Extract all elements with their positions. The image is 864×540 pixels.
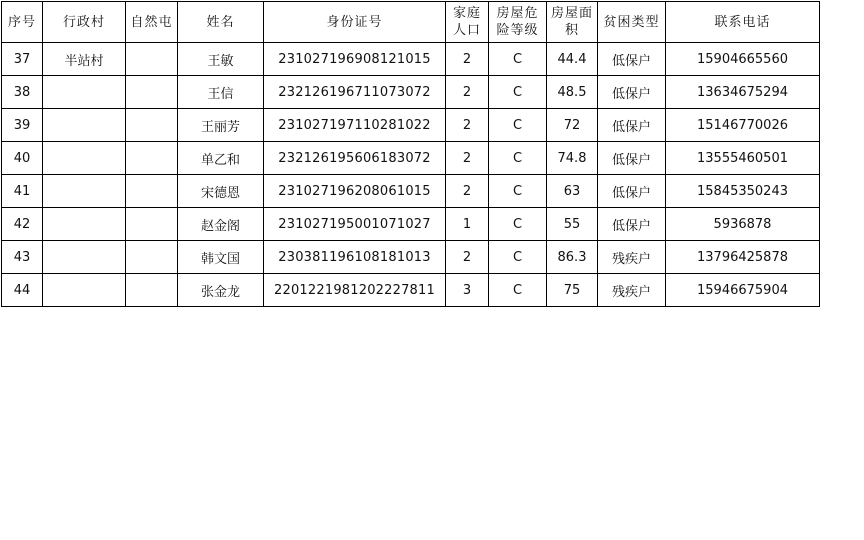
- header-poverty-type[interactable]: 贫困类型: [598, 2, 666, 43]
- cell-name[interactable]: 张金龙: [178, 274, 264, 307]
- cell-housing-area[interactable]: 75: [547, 274, 598, 307]
- cell-housing-area[interactable]: 63: [547, 175, 598, 208]
- cell-admin-village[interactable]: [43, 109, 126, 142]
- poverty-household-table: [1, 1, 820, 307]
- spreadsheet-area: [1, 1, 820, 307]
- cell-housing-risk[interactable]: C: [489, 76, 547, 109]
- cell-seq[interactable]: 40: [2, 142, 43, 175]
- cell-housing-risk[interactable]: C: [489, 43, 547, 76]
- table-row: [2, 175, 820, 208]
- cell-name[interactable]: 韩文国: [178, 241, 264, 274]
- cell-admin-village[interactable]: [43, 175, 126, 208]
- table-body: [2, 43, 820, 307]
- cell-id-number[interactable]: 231027196208061015: [264, 175, 446, 208]
- table-row: [2, 274, 820, 307]
- cell-natural-village[interactable]: [126, 274, 178, 307]
- cell-household-size[interactable]: 2: [446, 241, 489, 274]
- cell-household-size[interactable]: 2: [446, 76, 489, 109]
- cell-natural-village[interactable]: [126, 241, 178, 274]
- header-admin-village[interactable]: 行政村: [43, 2, 126, 43]
- table-row: [2, 142, 820, 175]
- header-seq[interactable]: 序号: [2, 2, 43, 43]
- cell-household-size[interactable]: 2: [446, 175, 489, 208]
- table-row: [2, 76, 820, 109]
- cell-seq[interactable]: 42: [2, 208, 43, 241]
- cell-phone[interactable]: 5936878: [666, 208, 820, 241]
- cell-housing-area[interactable]: 48.5: [547, 76, 598, 109]
- cell-housing-risk[interactable]: C: [489, 109, 547, 142]
- header-row: [2, 2, 820, 43]
- cell-natural-village[interactable]: [126, 208, 178, 241]
- table-row: [2, 241, 820, 274]
- cell-name[interactable]: 单乙和: [178, 142, 264, 175]
- cell-housing-area[interactable]: 72: [547, 109, 598, 142]
- cell-id-number[interactable]: 232126195606183072: [264, 142, 446, 175]
- header-name[interactable]: 姓名: [178, 2, 264, 43]
- cell-housing-risk[interactable]: C: [489, 208, 547, 241]
- cell-housing-risk[interactable]: C: [489, 274, 547, 307]
- table-row: [2, 208, 820, 241]
- cell-id-number[interactable]: 2201221981202227811: [264, 274, 446, 307]
- cell-seq[interactable]: 43: [2, 241, 43, 274]
- header-household-size[interactable]: 家庭人口: [446, 2, 489, 43]
- cell-seq[interactable]: 38: [2, 76, 43, 109]
- header-id-number[interactable]: 身份证号: [264, 2, 446, 43]
- cell-household-size[interactable]: 3: [446, 274, 489, 307]
- cell-housing-area[interactable]: 44.4: [547, 43, 598, 76]
- cell-natural-village[interactable]: [126, 109, 178, 142]
- header-housing-risk[interactable]: 房屋危险等级: [489, 2, 547, 43]
- cell-admin-village[interactable]: [43, 274, 126, 307]
- cell-natural-village[interactable]: [126, 142, 178, 175]
- cell-housing-risk[interactable]: C: [489, 241, 547, 274]
- cell-poverty-type[interactable]: 残疾户: [598, 274, 666, 307]
- cell-housing-area[interactable]: 86.3: [547, 241, 598, 274]
- table-row: [2, 109, 820, 142]
- cell-admin-village[interactable]: 半站村: [43, 43, 126, 76]
- cell-household-size[interactable]: 2: [446, 43, 489, 76]
- cell-admin-village[interactable]: [43, 241, 126, 274]
- cell-id-number[interactable]: 231027195001071027: [264, 208, 446, 241]
- cell-seq[interactable]: 39: [2, 109, 43, 142]
- cell-poverty-type[interactable]: 低保户: [598, 76, 666, 109]
- cell-phone[interactable]: 15845350243: [666, 175, 820, 208]
- header-natural-village[interactable]: 自然屯: [126, 2, 178, 43]
- cell-admin-village[interactable]: [43, 208, 126, 241]
- cell-poverty-type[interactable]: 低保户: [598, 175, 666, 208]
- cell-housing-area[interactable]: 74.8: [547, 142, 598, 175]
- cell-seq[interactable]: 44: [2, 274, 43, 307]
- cell-poverty-type[interactable]: 低保户: [598, 208, 666, 241]
- cell-poverty-type[interactable]: 低保户: [598, 109, 666, 142]
- cell-seq[interactable]: 37: [2, 43, 43, 76]
- cell-phone[interactable]: 15946675904: [666, 274, 820, 307]
- cell-id-number[interactable]: 231027196908121015: [264, 43, 446, 76]
- header-housing-area[interactable]: 房屋面积: [547, 2, 598, 43]
- cell-phone[interactable]: 13555460501: [666, 142, 820, 175]
- cell-phone[interactable]: 13796425878: [666, 241, 820, 274]
- cell-poverty-type[interactable]: 低保户: [598, 142, 666, 175]
- cell-housing-risk[interactable]: C: [489, 175, 547, 208]
- cell-name[interactable]: 宋德恩: [178, 175, 264, 208]
- header-phone[interactable]: 联系电话: [666, 2, 820, 43]
- cell-id-number[interactable]: 231027197110281022: [264, 109, 446, 142]
- cell-housing-area[interactable]: 55: [547, 208, 598, 241]
- table-row: [2, 43, 820, 76]
- cell-name[interactable]: 王丽芳: [178, 109, 264, 142]
- cell-name[interactable]: 王敏: [178, 43, 264, 76]
- cell-admin-village[interactable]: [43, 76, 126, 109]
- cell-phone[interactable]: 13634675294: [666, 76, 820, 109]
- cell-natural-village[interactable]: [126, 175, 178, 208]
- cell-housing-risk[interactable]: C: [489, 142, 547, 175]
- cell-natural-village[interactable]: [126, 43, 178, 76]
- cell-household-size[interactable]: 2: [446, 142, 489, 175]
- cell-household-size[interactable]: 1: [446, 208, 489, 241]
- cell-poverty-type[interactable]: 低保户: [598, 43, 666, 76]
- cell-id-number[interactable]: 230381196108181013: [264, 241, 446, 274]
- cell-phone[interactable]: 15904665560: [666, 43, 820, 76]
- cell-phone[interactable]: 15146770026: [666, 109, 820, 142]
- cell-id-number[interactable]: 232126196711073072: [264, 76, 446, 109]
- cell-poverty-type[interactable]: 残疾户: [598, 241, 666, 274]
- cell-household-size[interactable]: 2: [446, 109, 489, 142]
- cell-name[interactable]: 赵金阁: [178, 208, 264, 241]
- cell-natural-village[interactable]: [126, 76, 178, 109]
- cell-seq[interactable]: 41: [2, 175, 43, 208]
- cell-admin-village[interactable]: [43, 142, 126, 175]
- cell-name[interactable]: 王信: [178, 76, 264, 109]
